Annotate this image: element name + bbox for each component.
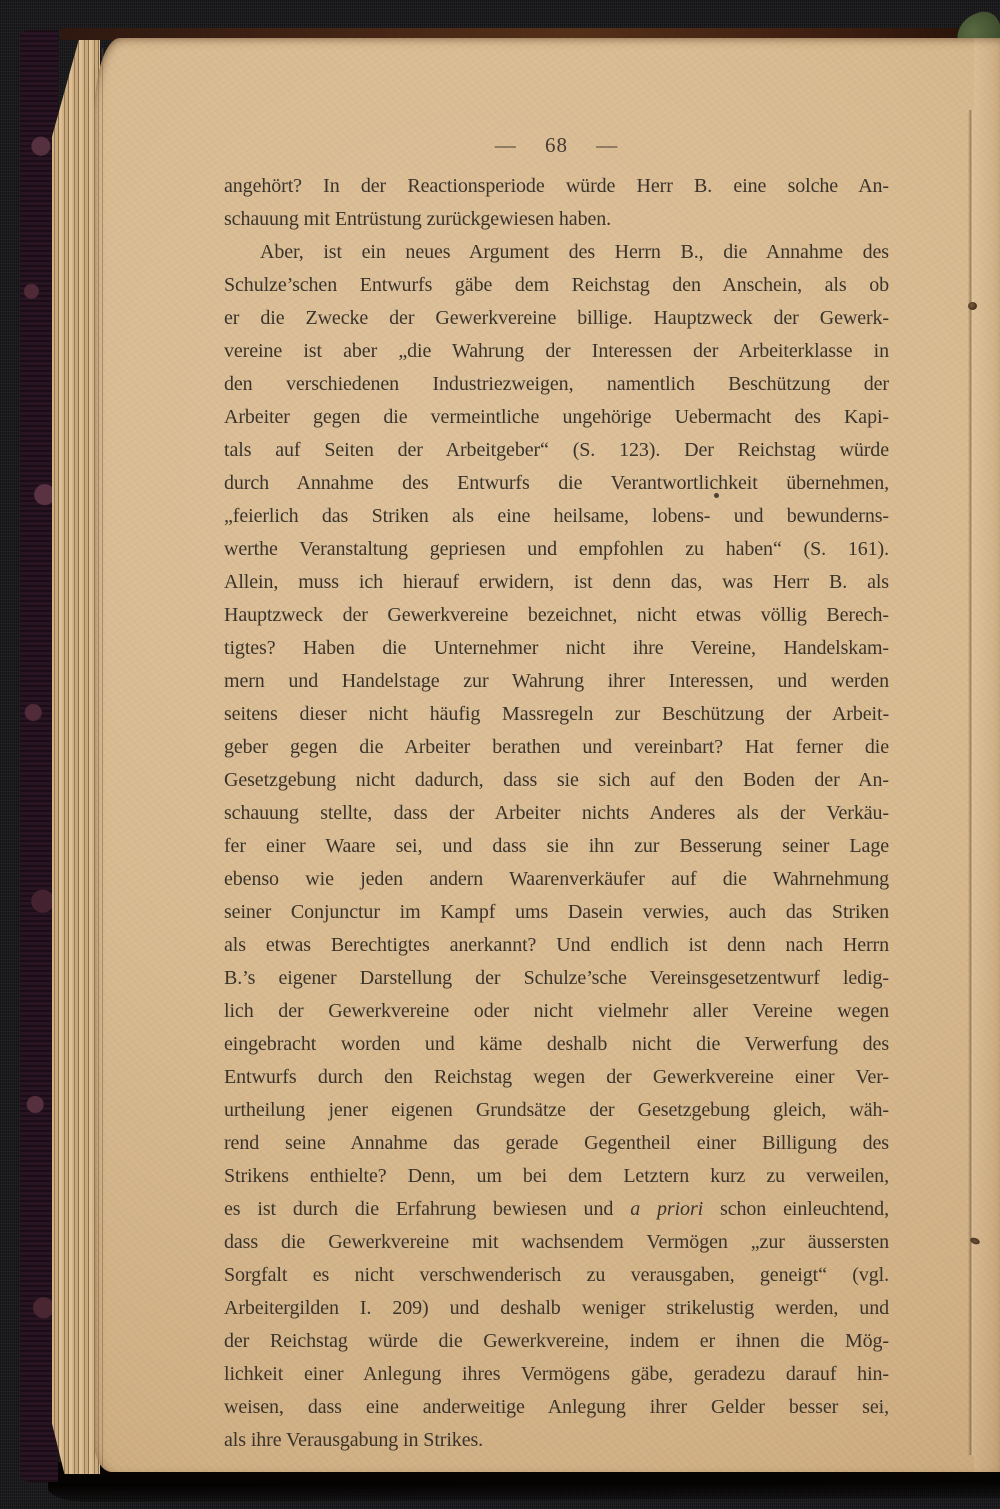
text-line: schauung mit Entrüstung zurückgewiesen haben.	[224, 208, 612, 230]
text-line: geber gegen die Arbeiter berathen und vereinbart? Hat ferner die	[224, 736, 889, 758]
text-line: lichkeit einer Anlegung ihres Vermögens gäbe, geradezu darauf hin-	[224, 1363, 889, 1385]
text-line: „feierlich das Striken als eine heilsame, lobens- und bewunderns-	[224, 505, 889, 527]
text-line: es ist durch die Erfahrung bewiesen und a priori schon einleuchtend,	[224, 1198, 889, 1220]
text-line: rend seine Annahme das gerade Gegentheil einer Billigung des	[224, 1132, 889, 1154]
text-line: als ihre Verausgabung in Strikes.	[224, 1429, 484, 1451]
text-line: Hauptzweck der Gewerkvereine bezeichnet, nicht etwas völlig Berech-	[224, 604, 889, 626]
text-line: Sorgfalt es nicht verschwenderisch zu verausgaben, geneigt“ (vgl.	[224, 1264, 889, 1286]
book-page	[94, 38, 1000, 1472]
text-line: fer einer Waare sei, und dass sie ihn zur Besserung seiner Lage	[224, 835, 889, 857]
text-line: Schulze’schen Entwurfs gäbe dem Reichstag den Anschein, als ob	[224, 274, 889, 296]
text-line: ebenso wie jeden andern Waarenverkäufer auf die Wahrnehmung	[224, 868, 889, 890]
text-line: weisen, dass eine anderweitige Anlegung ihrer Gelder besser sei,	[224, 1396, 889, 1418]
facing-page-strip	[974, 38, 1000, 1472]
text-line: werthe Veranstaltung gepriesen und empfohlen zu haben“ (S. 161).	[224, 538, 889, 560]
text-line: Allein, muss ich hierauf erwidern, ist denn das, was Herr B. als	[224, 571, 889, 593]
text-line: Aber, ist ein neues Argument des Herrn B., die Annahme des	[260, 241, 889, 263]
text-line: er die Zwecke der Gewerkvereine billige. Hauptzweck der Gewerk-	[224, 307, 889, 329]
paper-speck	[968, 302, 977, 310]
text-line: Arbeitergilden I. 209) und deshalb weniger strikelustig werden, und	[224, 1297, 889, 1319]
text-line: eingebracht worden und käme deshalb nicht die Verwerfung des	[224, 1033, 889, 1055]
text-line: seiner Conjunctur im Kampf ums Dasein verwies, auch das Striken	[224, 901, 889, 923]
text-line: Arbeiter gegen die vermeintliche ungehörige Uebermacht des Kapi-	[224, 406, 889, 428]
text-line: urtheilung jener eigenen Grundsätze der Gesetzgebung gleich, wäh-	[224, 1099, 889, 1121]
text-line: lich der Gewerkvereine oder nicht vielmehr aller Vereine wegen	[224, 1000, 889, 1022]
page-crease	[968, 110, 974, 1455]
page-number	[224, 129, 889, 161]
text-line: tals auf Seiten der Arbeitgeber“ (S. 123). Der Reichstag würde	[224, 439, 889, 461]
page-edge-stack	[52, 36, 100, 1474]
text-line: seitens dieser nicht häufig Massregeln zur Beschützung der Arbeit-	[224, 703, 889, 725]
text-line: Strikens enthielte? Denn, um bei dem Letztern kurz zu verweilen,	[224, 1165, 889, 1187]
text-line: Gesetzgebung nicht dadurch, dass sie sich auf den Boden der An-	[224, 769, 889, 791]
text-line: angehört? In der Reactionsperiode würde Herr B. eine solche An-	[224, 175, 889, 197]
text-line: dass die Gewerkvereine mit wachsendem Vermögen „zur äussersten	[224, 1231, 889, 1253]
text-line: tigtes? Haben die Unternehmer nicht ihre Vereine, Handelskam-	[224, 637, 889, 659]
text-line: vereine ist aber „die Wahrung der Interessen der Arbeiterklasse in	[224, 340, 889, 362]
text-line: Entwurfs durch den Reichstag wegen der Gewerkvereine einer Ver-	[224, 1066, 889, 1088]
text-line: als etwas Berechtigtes anerkannt? Und endlich ist denn nach Herrn	[224, 934, 889, 956]
text-line: B.’s eigener Darstellung der Schulze’sche Vereinsgesetzentwurf ledig-	[224, 967, 889, 989]
text-line: schauung stellte, dass der Arbeiter nichts Anderes als der Verkäu-	[224, 802, 889, 824]
page-number-text: — 68 —	[494, 133, 619, 157]
text-line: mern und Handelstage zur Wahrung ihrer Interessen, und werden	[224, 670, 889, 692]
text-line: durch Annahme des Entwurfs die Verantwortlichkeit übernehmen,	[224, 472, 889, 494]
page-text	[224, 170, 889, 1457]
text-line: den verschiedenen Industriezweigen, namentlich Beschützung der	[224, 373, 889, 395]
text-line: der Reichstag würde die Gewerkvereine, indem er ihnen die Mög-	[224, 1330, 889, 1352]
